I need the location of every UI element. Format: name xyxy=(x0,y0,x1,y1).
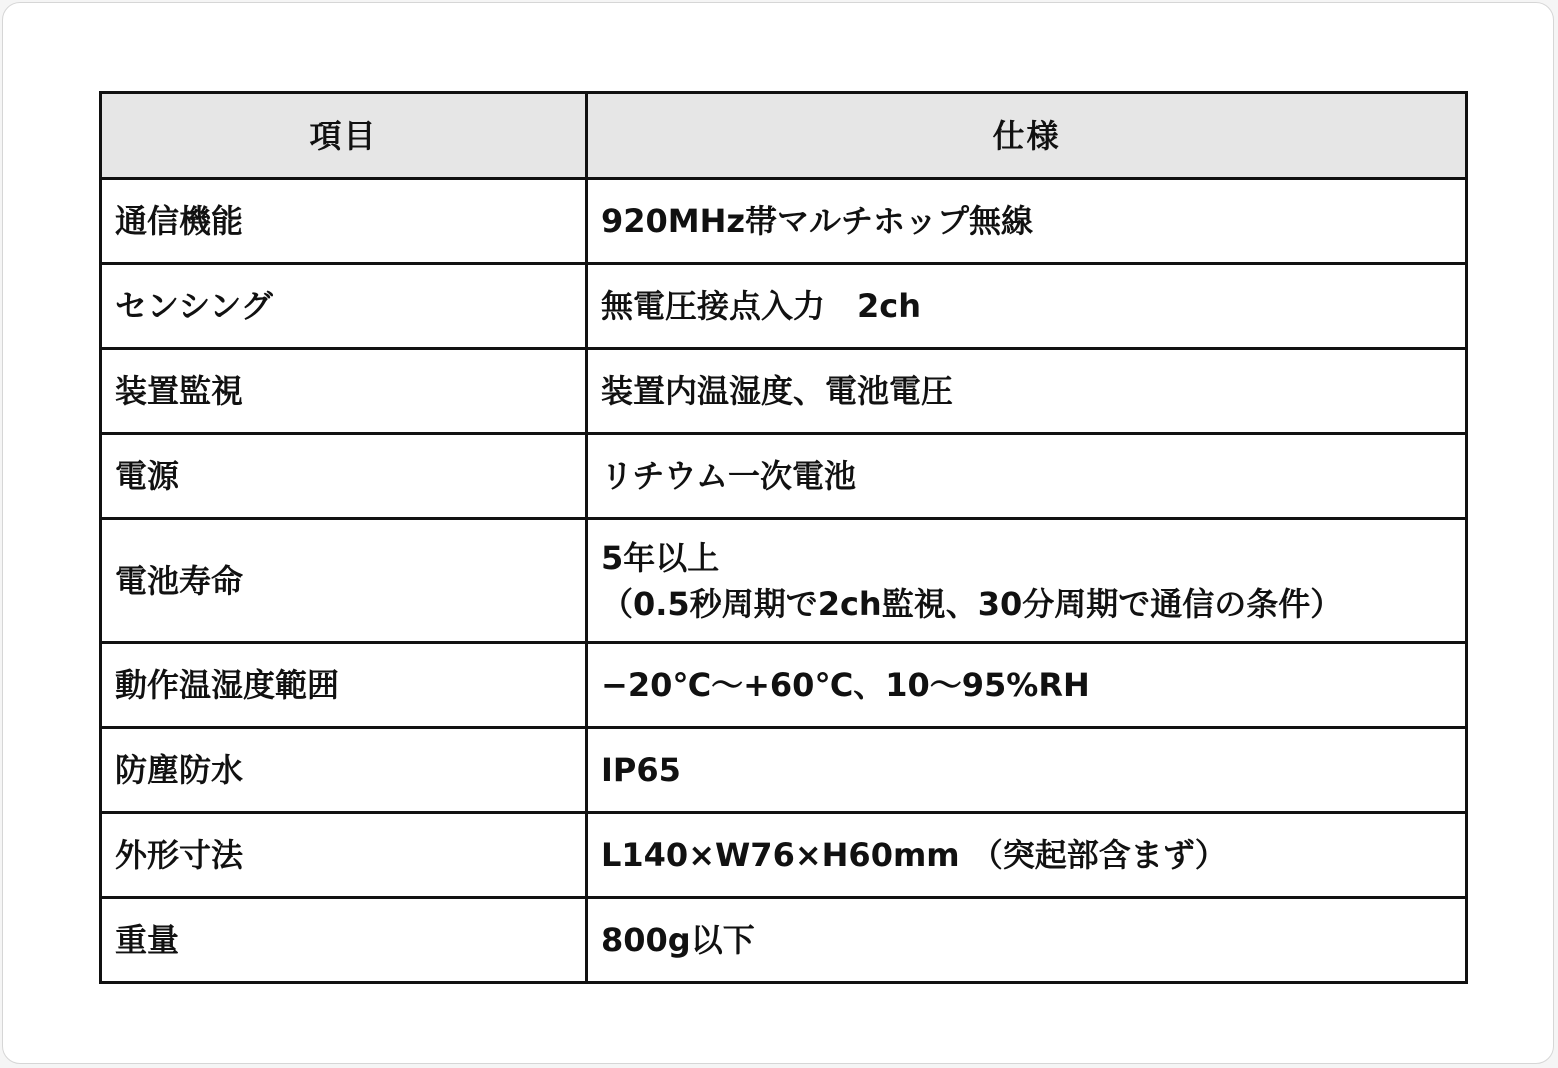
row-item-label: 防塵防水 xyxy=(101,728,587,813)
table-row xyxy=(101,434,1467,519)
spec-line: （0.5秒周期で2ch監視、30分周期で通信の条件） xyxy=(601,584,1343,623)
row-spec-value: IP65 xyxy=(587,728,1467,813)
row-item-label: 重量 xyxy=(101,898,587,983)
header-item: 項目 xyxy=(101,93,587,179)
table-row xyxy=(101,264,1467,349)
row-spec-value: L140×W76×H60mm （突起部含まず） xyxy=(587,813,1467,898)
row-item-label: 動作温湿度範囲 xyxy=(101,643,587,728)
table-header-row xyxy=(101,93,1467,179)
row-spec-value: 無電圧接点入力 2ch xyxy=(587,264,1467,349)
row-item-label: 電源 xyxy=(101,434,587,519)
table-row xyxy=(101,519,1467,643)
row-spec-value: 920MHz帯マルチホップ無線 xyxy=(587,179,1467,264)
row-spec-value: 装置内温湿度、電池電圧 xyxy=(587,349,1467,434)
row-item-label: 電池寿命 xyxy=(101,519,587,643)
header-spec: 仕様 xyxy=(587,93,1467,179)
row-spec-value: −20℃～+60℃、10～95%RH xyxy=(587,643,1467,728)
row-item-label: センシング xyxy=(101,264,587,349)
row-item-label: 通信機能 xyxy=(101,179,587,264)
table-row xyxy=(101,643,1467,728)
document-card xyxy=(2,2,1554,1064)
spec-line: 5年以上 xyxy=(601,538,720,577)
table-row xyxy=(101,728,1467,813)
row-spec-value: 800g以下 xyxy=(587,898,1467,983)
row-item-label: 装置監視 xyxy=(101,349,587,434)
row-spec-value xyxy=(587,519,1467,643)
spec-table xyxy=(99,91,1468,984)
row-item-label: 外形寸法 xyxy=(101,813,587,898)
table-row xyxy=(101,349,1467,434)
table-row xyxy=(101,813,1467,898)
table-row xyxy=(101,179,1467,264)
table-row xyxy=(101,898,1467,983)
row-spec-value: リチウム一次電池 xyxy=(587,434,1467,519)
